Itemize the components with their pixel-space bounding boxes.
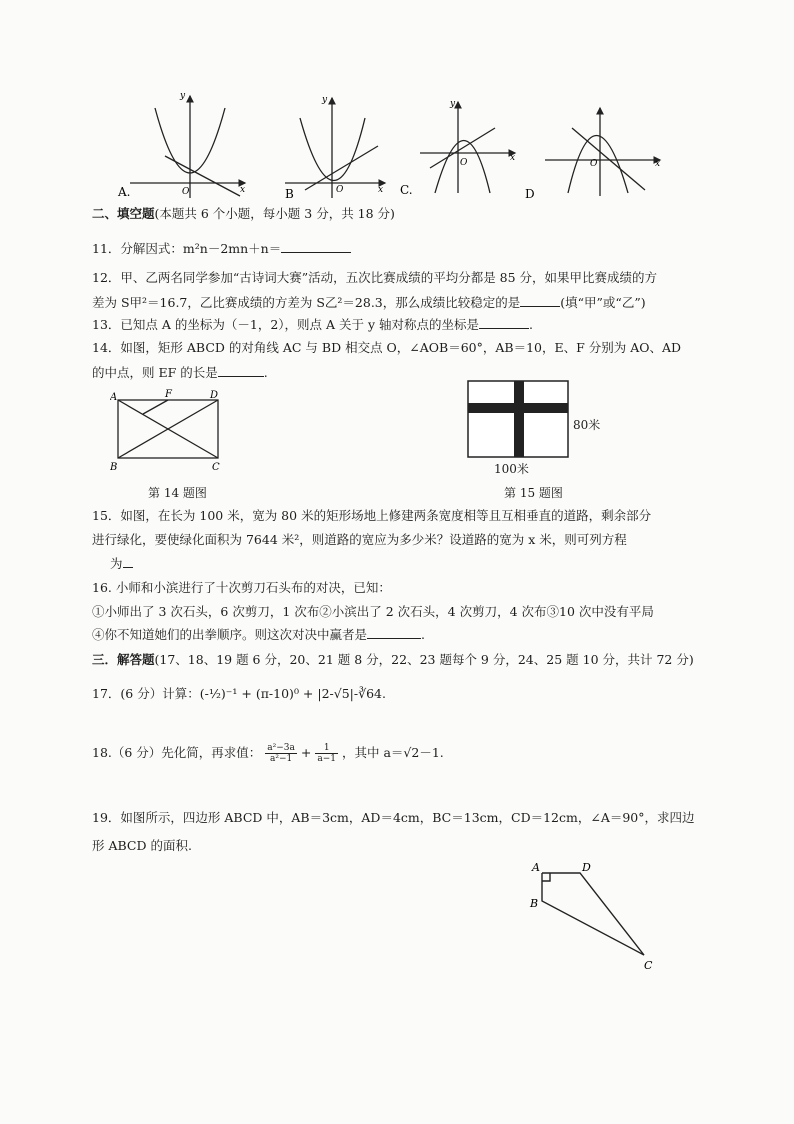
q14-line1: 14．如图，矩形 ABCD 的对角线 AC 与 BD 相交点 O，∠AOB＝60°，AB＝10，E、F 分别为 AO、AD [92, 340, 682, 355]
graph-b [285, 98, 385, 198]
graph-c-x-label: x [510, 153, 516, 163]
section3-title: 三．解答题 [92, 652, 155, 667]
q12-line2a: 差为 S甲²＝16.7，乙比赛成绩的方差为 S乙²＝28.3，那么成绩比较稳定的是 [92, 295, 521, 310]
q18-prefix: 18.（6 分）先化简，再求值： [92, 745, 262, 760]
q15-line3 [110, 555, 133, 572]
graph-d-origin: O [590, 159, 598, 169]
segment-ef [143, 400, 168, 414]
q16-line3-text: ④你不知道她们的出拳顺序。则这次对决中赢者是 [92, 627, 368, 642]
q19-line2: 形 ABCD 的面积. [92, 838, 192, 853]
q18-suffix: ，其中 a＝√2－1. [341, 745, 444, 760]
figure-15-width-label: 100米 [494, 462, 529, 476]
graph-c [420, 102, 515, 193]
q17-prefix: 17．(6 分）计算： [92, 686, 200, 701]
q15-line3-text: 为 [110, 556, 123, 571]
graph-c-origin: O [460, 158, 468, 168]
graph-a-y-label: y [180, 91, 186, 101]
graph-a-x-label: x [240, 185, 246, 195]
q12-line2 [92, 294, 646, 311]
figure-14 [110, 388, 230, 474]
q17-expression: (-½)⁻¹ + (π-10)⁰ + |2-√5|-∛64. [199, 686, 386, 701]
q13-answer-blank[interactable] [479, 316, 529, 329]
q18-fraction-1 [265, 743, 297, 764]
q18-frac2-den: a−1 [317, 754, 336, 764]
graph-c-y-label: y [450, 99, 456, 109]
q11-text: 11．分解因式：m²n－2mn＋n＝ [92, 241, 282, 256]
option-c-label: C. [400, 183, 413, 197]
section3-heading [92, 652, 694, 668]
q18 [92, 742, 444, 764]
fig19-label-b: B [530, 897, 539, 910]
q14-line2-text: 的中点，则 EF 的长是 [92, 365, 218, 380]
q13-text: 13．已知点 A 的坐标为（－1，2），则点 A 关于 y 轴对称点的坐标是 [92, 317, 480, 332]
fig19-label-a: A [532, 861, 540, 874]
q12-line2b: (填“甲”或“乙”) [560, 295, 646, 310]
q15-line1: 15．如图，在长为 100 米，宽为 80 米的矩形场地上修建两条宽度相等且互相垂直的道路，剩余部分 [92, 508, 652, 523]
q18-fraction-2 [315, 743, 338, 764]
figure-15-height-label: 80米 [573, 418, 601, 432]
option-a-label: A. [118, 185, 131, 199]
graph-b-y-label: y [322, 95, 328, 105]
section2-heading [92, 206, 395, 222]
graph-a [130, 96, 245, 198]
q18-frac2-num: 1 [315, 743, 338, 754]
q16-line1: 16. 小师和小滨进行了十次剪刀石头布的对决，已知： [92, 580, 391, 595]
q15-answer-blank[interactable] [123, 555, 133, 568]
q11 [92, 240, 351, 257]
fig14-label-b: B [110, 462, 118, 473]
graph-a-origin: O [182, 187, 190, 197]
q17 [92, 686, 386, 702]
q19-line1: 19．如图所示，四边形 ABCD 中，AB＝3cm，AD＝4cm，BC＝13cm，CD＝12cm，∠A＝90°，求四边 [92, 810, 695, 825]
option-d-label: D [525, 187, 535, 201]
option-b-label: B [285, 187, 294, 201]
q16-line3: ④你不知道她们的出拳顺序。则这次对决中赢者是 . [92, 627, 425, 642]
q12-line1: 12．甲、乙两名同学参加“古诗词大赛”活动，五次比赛成绩的平均分都是 85 分，如果甲比赛成绩的方 [92, 270, 658, 285]
graph-b-x-label: x [378, 185, 384, 195]
right-angle-mark [542, 873, 550, 881]
q12-answer-blank[interactable] [520, 294, 560, 307]
q16-line2: ①小师出了 3 次石头，6 次剪刀，1 次布②小滨出了 2 次石头，4 次剪刀，4 次布③10 次中没有平局 [92, 604, 654, 619]
q11-answer-blank[interactable] [281, 240, 351, 253]
figure-15-caption: 第 15 题图 [504, 486, 563, 500]
vertical-road [514, 381, 524, 457]
graph-b-origin: O [336, 185, 344, 195]
q15-line2: 进行绿化，要使绿化面积为 7644 米²，则道路的宽应为多少米？设道路的宽为 x 米，则可列方程 [92, 532, 627, 547]
q13: 13．已知点 A 的坐标为（－1，2），则点 A 关于 y 轴对称点的坐标是 . [92, 317, 534, 332]
quadrilateral-abcd [542, 873, 644, 955]
graph-d-x-label: x [655, 159, 661, 169]
fig14-label-c: C [212, 462, 220, 473]
fig19-label-c: C [644, 959, 653, 972]
graph-d [545, 108, 660, 196]
q18-frac1-den: a²−1 [269, 754, 293, 764]
figure-14-caption: 第 14 题图 [148, 486, 207, 500]
fig14-label-a: A [110, 392, 118, 403]
q14-line2: 的中点，则 EF 的长是 . [92, 365, 268, 380]
figure-19 [526, 855, 666, 975]
option-graphs [100, 88, 680, 203]
section2-note: (本题共 6 个小题，每小题 3 分，共 18 分) [154, 206, 395, 221]
section2-title: 二、填空题 [92, 206, 155, 221]
q16-answer-blank[interactable] [367, 626, 421, 639]
fig19-label-d: D [582, 861, 591, 874]
fig14-label-f: F [165, 389, 172, 400]
q18-plus: + [300, 745, 312, 760]
q14-answer-blank[interactable] [218, 364, 264, 377]
q18-frac1-num: a²−3a [267, 743, 295, 753]
fig14-label-d: D [210, 390, 219, 401]
section3-note: (17、18、19 题 6 分，20、21 题 8 分，22、23 题每个 9 分，24、25 题 10 分，共计 72 分) [154, 652, 694, 667]
